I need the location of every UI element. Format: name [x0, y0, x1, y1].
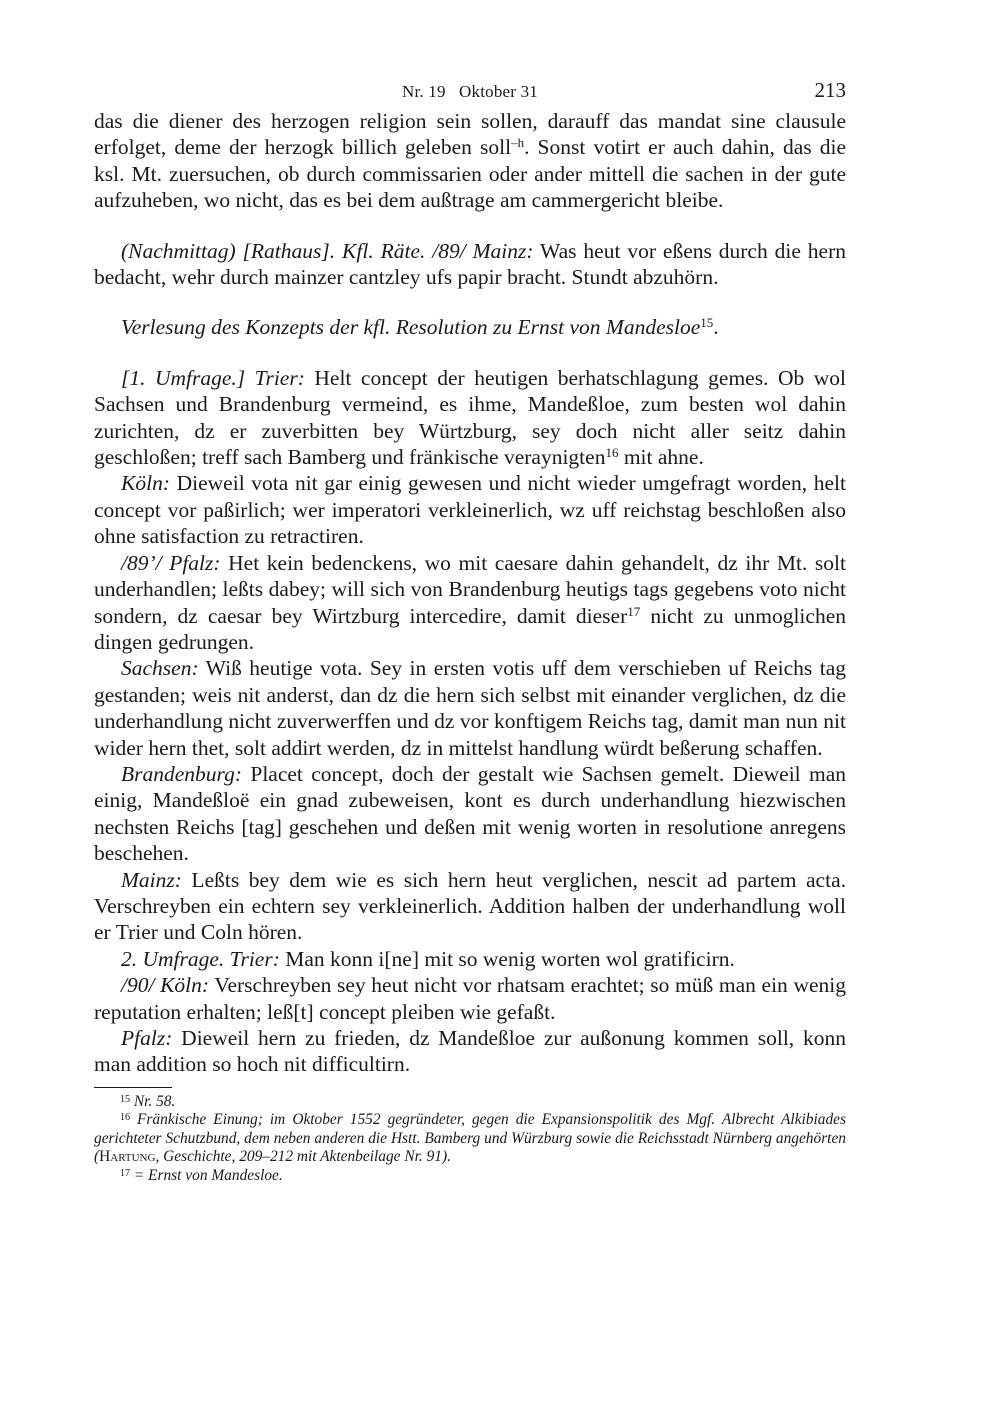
- footnote-marker: –h: [511, 135, 525, 151]
- body-text: [94, 108, 846, 1078]
- footnote-marker: 17: [627, 603, 641, 619]
- paragraph: 2. Umfrage. Trier: Man konn i[ne] mit so wenig worten wol gratificirn.: [121, 946, 735, 971]
- document-page: [94, 78, 846, 1185]
- editorial-note: Verlesung des Konzepts der kfl. Resolution zu Ernst von Mandesloe: [121, 315, 701, 340]
- running-head-title: [94, 82, 846, 102]
- paragraph: /90/ Köln: Verschreyben sey heut nicht vor rhatsam erachtet; so müß man ein wenig reputation erhalten; leß[t] concept pleiben wie gefaßt.: [94, 973, 846, 1024]
- paragraph: /89’/ Pfalz: Het kein bedenckens, wo mit caesare dahin gehandelt, dz ihr Mt. solt underhandlen; leßts dabey; will sich von Brandenburg heutigs tags gegebens voto nicht sondern, dz caesar bey Wirtzburg intercedire, damit dieser$^{17}$ nicht zu unmoglichen dingen gedrungen.: [94, 550, 846, 654]
- footnote: $^{17}$ = Ernst von Mandesloe.: [120, 1166, 283, 1184]
- footnote: $^{15}$ Nr. 58.: [120, 1092, 176, 1110]
- speaker-label: 2. Umfrage. Trier:: [121, 946, 280, 971]
- paragraph: (Nachmittag) [Rathaus]. Kfl. Räte. /89/ Mainz: Was heut vor eßens durch die hern bedacht, wehr durch mainzer cantzley ufs papir bracht. Stundt abzuhörn.: [94, 238, 846, 290]
- speaker-label: /90/ Köln:: [121, 973, 210, 998]
- speaker-label: Köln:: [121, 471, 170, 496]
- speaker-label: Pfalz:: [121, 1026, 173, 1050]
- footnote-number: 16: [120, 1112, 130, 1124]
- paragraph: [1. Umfrage.] Trier: Helt concept der heutigen berhatschlagung gemes. Ob wol Sachsen und Brandenburg vermeind, es ihme, Mandeßloe, zum besten wol dahin zurichten, dz er zuverbitten bey Würtzburg, sey doch nicht aller seitz dahin geschloßen; treff sach Bamberg und fränkische veraynigten$^{16}$ mit ahne.: [94, 365, 846, 470]
- footnotes: [94, 1093, 846, 1186]
- footnote-divider: [94, 1087, 172, 1088]
- session-label: (Nachmittag) [Rathaus]. Kfl. Räte. /89/ Mainz:: [121, 238, 534, 263]
- paragraph: Mainz: Leßts bey dem wie es sich hern heut verglichen, nescit ad partem acta. Verschreyben ein echtern sey verkleinerlich. Addition halben der underhandlung woll er Trier und Coln hören.: [94, 867, 846, 945]
- paragraph: Sachsen: Wiß heutige vota. Sey in ersten votis uff dem verschieben uf Reichs tag gestanden; weis nit anderst, dan dz die hern sich selbst mit einander verglichen, dz die underhandlung nicht zuverwerffen und dz vor konftigem Reichs tag, damit man nun nit wider hern thet, solt addirt werden, dz in mittelst handlung würdt beßerung schaffen.: [94, 656, 846, 760]
- speaker-label: Sachsen:: [121, 656, 199, 681]
- footnote-number: 15: [120, 1093, 130, 1105]
- speaker-label: Mainz:: [121, 867, 182, 892]
- footnote-marker: 15: [700, 315, 714, 331]
- running-head: [94, 78, 846, 108]
- paragraph: Köln: Dieweil vota nit gar einig gewesen und nicht wieder umgefragt worden, helt concept vor paßirlich; wer imperatori verkleinerlich, wz uff reichstag beschloßen also ohne satisfaction zu retractiren.: [94, 471, 846, 549]
- doc-date: Oktober 31: [459, 82, 539, 101]
- paragraph: Verlesung des Konzepts der kfl. Resolution zu Ernst von Mandesloe$^{15}$.: [121, 315, 719, 340]
- footnote-marker: 16: [605, 445, 619, 461]
- speaker-label: Brandenburg:: [121, 761, 243, 786]
- page-number: 213: [814, 78, 846, 102]
- paragraph: Brandenburg: Placet concept, doch der gestalt wie Sachsen gemelt. Dieweil man einig, Mandeßloë ein gnad zubeweisen, kont es durch underhandlung hiezwischen nechsten Reichs [tag] geschehen und deßen mit wenig worten in resolutione anregens beschehen.: [94, 761, 846, 866]
- paragraph: das die diener des herzogen religion sein sollen, darauff das mandat sine clausule erfolget, deme der herzogk billich geleben soll$^{-h}$. Sonst votirt er auch dahin, das die ksl. Mt. zuersuchen, ob durch commissarien oder ander mittell die sachen in der gute aufzuheben, wo nicht, das es bei dem außtrage am cammergericht bleibe.: [94, 109, 847, 213]
- speaker-label: [1. Umfrage.] Trier:: [121, 365, 305, 390]
- paragraph: Pfalz: Dieweil hern zu frieden, dz Mandeßloe zur außonung kommen soll, konn man addition so hoch nit difficultirn.: [94, 1026, 846, 1077]
- speaker-label: /89’/ Pfalz:: [121, 550, 221, 575]
- doc-number: Nr. 19: [401, 82, 446, 101]
- author-name: Hartung: [99, 1148, 156, 1166]
- footnote-number: 17: [120, 1167, 130, 1179]
- footnote: $^{16}$ Fränkische Einung; im Oktober 1552 gegründeter, gegen die Expansionspolitik des Mgf. Albrecht Alkibiades gerichteter Schutzbund, dem neben anderen die Hstt. Bamberg und Würzburg sowie die Reichsstadt Nürnberg angehörten (Hartung, Geschichte, 209–212 mit Aktenbeilage Nr. 91).: [94, 1111, 846, 1166]
